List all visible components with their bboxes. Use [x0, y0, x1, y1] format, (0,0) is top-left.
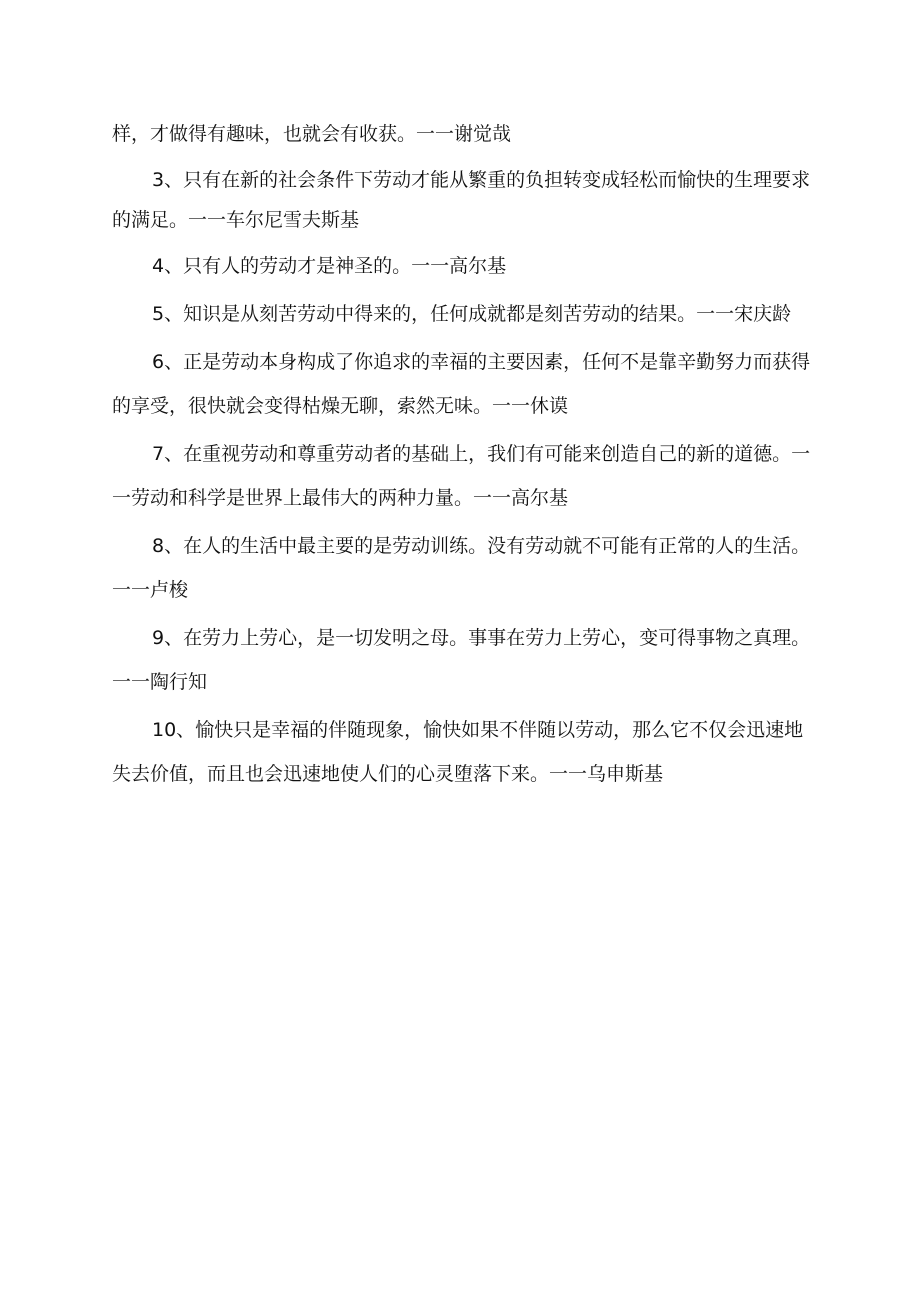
quote-7: 7、在重视劳动和尊重劳动者的基础上，我们有可能来创造自己的新的道德。一一劳动和科学是世界上最伟大的两种力量。一一高尔基: [112, 443, 811, 509]
quote-9: 9、在劳力上劳心，是一切发明之母。事事在劳力上劳心，变可得事物之真理。一一陶行知: [112, 627, 811, 693]
quote-4: 4、只有人的劳动才是神圣的。一一高尔基: [152, 255, 507, 277]
quote-8: 8、在人的生活中最主要的是劳动训练。没有劳动就不可能有正常的人的生活。一一卢梭: [112, 535, 811, 601]
quote-3: 3、只有在新的社会条件下劳动才能从繁重的负担转变成轻松而愉快的生理要求的满足。一一车尔尼雪夫斯基: [112, 169, 811, 231]
quote-5: 5、知识是从刻苦劳动中得来的，任何成就都是刻苦劳动的结果。一一宋庆龄: [152, 303, 792, 325]
paragraph-continuation: 样，才做得有趣味，也就会有收获。一一谢觉哉: [112, 123, 512, 145]
document-body: [112, 112, 812, 800]
quote-6: 6、正是劳动本身构成了你追求的幸福的主要因素，任何不是靠辛勤努力而获得的享受，很快就会变得枯燥无聊，索然无味。一一休谟: [112, 351, 811, 417]
quote-10: 10、愉快只是幸福的伴随现象，愉快如果不伴随以劳动，那么它不仅会迅速地失去价值，而且也会迅速地使人们的心灵堕落下来。一一乌申斯基: [112, 719, 804, 785]
